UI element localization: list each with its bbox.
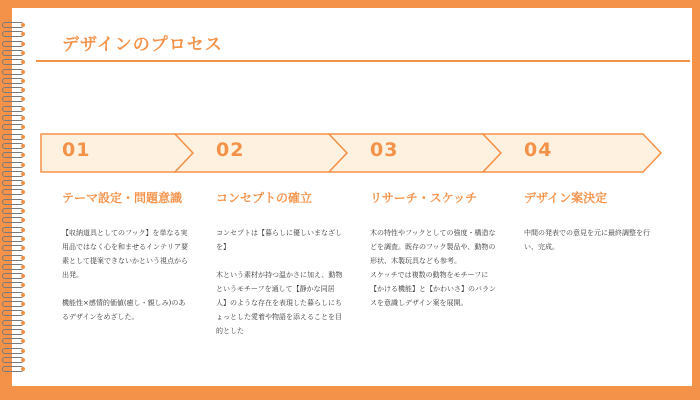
- step-heading-1: テーマ設定・問題意識: [62, 191, 183, 205]
- binding-ring: [2, 106, 24, 112]
- binding-ring: [2, 292, 24, 298]
- binding-ring: [2, 78, 24, 84]
- binding-ring: [2, 171, 24, 177]
- binding-ring: [2, 59, 24, 65]
- step-heading-3: リサーチ・スケッチ: [370, 191, 478, 205]
- slide-page: [12, 8, 692, 386]
- binding-ring: [2, 143, 24, 149]
- binding-ring: [2, 264, 24, 270]
- binding-ring: [2, 255, 24, 261]
- title-divider: [36, 60, 690, 62]
- step-number-4: 04: [524, 139, 553, 161]
- arrow-segment-3: [329, 134, 501, 172]
- binding-ring: [2, 162, 24, 168]
- binding-ring: [2, 301, 24, 307]
- step-3-paragraph-2: スケッチでは複数の動物をモチーフに【かける機能】と【かわいさ】のバランスを意識しデザイン案を展開。: [370, 271, 496, 307]
- binding-ring: [2, 320, 24, 326]
- step-number-2: 02: [216, 139, 245, 161]
- step-1-paragraph-2: 機能性×感情的価値(癒し・親しみ)のあるデザインをめざした。: [62, 299, 186, 321]
- binding-ring: [2, 310, 24, 316]
- binding-ring: [2, 338, 24, 344]
- binding-ring: [2, 87, 24, 93]
- step-4-paragraph-1: 中間の発表での意見を元に最終調整を行い、完成。: [524, 229, 650, 251]
- step-heading-2: コンセプトの確立: [216, 191, 313, 205]
- step-body-1: [62, 226, 190, 324]
- binding-ring: [2, 134, 24, 140]
- step-3-paragraph-1: 木の特性やフックとしての強度・構造などを調査。既存のフック製品や、動物の形状、木製玩具なども参考。: [370, 229, 496, 265]
- binding-ring: [2, 236, 24, 242]
- binding-ring: [2, 273, 24, 279]
- binding-ring: [2, 357, 24, 363]
- page-title: デザインのプロセス: [62, 35, 223, 55]
- binding-ring: [2, 227, 24, 233]
- binding-ring: [2, 115, 24, 121]
- binding-ring: [2, 180, 24, 186]
- binding-ring: [2, 348, 24, 354]
- binding-ring: [2, 69, 24, 75]
- binding-ring: [2, 245, 24, 251]
- step-2-paragraph-1: コンセプトは【暮らしに優しいまなざしを】: [216, 229, 342, 251]
- step-body-2: [216, 226, 344, 338]
- arrow-segment-2: [175, 134, 347, 172]
- step-heading-4: デザイン案決定: [524, 191, 608, 205]
- binding-ring: [2, 282, 24, 288]
- binding-ring: [2, 96, 24, 102]
- arrow-segment-4: [483, 134, 661, 172]
- spiral-binding: [12, 22, 38, 372]
- step-number-1: 01: [62, 139, 91, 161]
- binding-ring: [2, 31, 24, 37]
- binding-ring: [2, 50, 24, 56]
- binding-ring: [2, 208, 24, 214]
- binding-ring: [2, 189, 24, 195]
- binding-ring: [2, 124, 24, 130]
- binding-ring: [2, 199, 24, 205]
- step-2-paragraph-2: 木という素材が持つ温かさに加え、動物というモチーフを通して【静かな同居人】のような存在を表現した暮らしにちょっとした愛着や物語を添えることを目的とした: [216, 271, 343, 335]
- binding-ring: [2, 217, 24, 223]
- step-body-4: [524, 226, 652, 254]
- step-number-3: 03: [370, 139, 399, 161]
- process-arrow-bar: [40, 133, 664, 173]
- binding-ring: [2, 152, 24, 158]
- binding-ring: [2, 329, 24, 335]
- step-1-paragraph-1: 【収納道具としてのフック】を単なる実用品ではなく心を和ませるインテリア要素として提案できないかという視点から出発。: [62, 229, 188, 279]
- binding-ring: [2, 22, 24, 28]
- binding-ring: [2, 41, 24, 47]
- step-body-3: [370, 226, 498, 310]
- binding-ring: [2, 366, 24, 372]
